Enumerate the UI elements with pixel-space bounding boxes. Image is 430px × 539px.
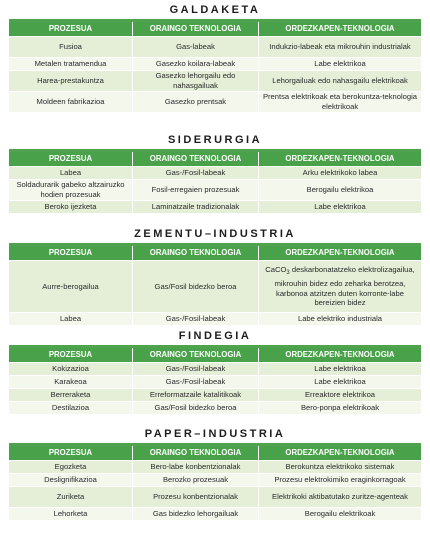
section-title: FINDEGIA bbox=[178, 330, 252, 342]
process-cell: Deslignifikazioa bbox=[9, 474, 133, 486]
process-cell: Karakeoa bbox=[9, 376, 133, 388]
replacement-tech-cell: Prentsa elektrikoak eta berokuntza-teknologia elektrikoak bbox=[259, 92, 421, 112]
replacement-tech-cell bbox=[259, 261, 421, 312]
formula-text: CaCO bbox=[265, 265, 287, 275]
table-row bbox=[9, 461, 421, 474]
table-row bbox=[9, 487, 421, 508]
current-tech-cell: Fosil-erregaien prozesuak bbox=[133, 180, 259, 200]
current-tech-cell: Gasezko koilara-labeak bbox=[133, 58, 259, 70]
column-header-process: PROZESUA bbox=[9, 348, 133, 362]
table-row bbox=[9, 37, 421, 58]
section-paper-industria bbox=[9, 426, 421, 521]
current-tech-cell: Gas-/Fosil-labeak bbox=[133, 167, 259, 179]
current-tech-cell: Gasezko lehorgailu edo nahasgailuak bbox=[133, 71, 259, 91]
column-header-process: PROZESUA bbox=[9, 246, 133, 260]
replacement-tech-cell: Bero-ponpa elektrikoak bbox=[259, 402, 421, 414]
current-tech-cell: Erreformatzaile katalitikoak bbox=[133, 389, 259, 401]
table-header-row bbox=[9, 152, 421, 167]
column-header-current-tech: ORAINGO TEKNOLOGIA bbox=[133, 22, 259, 36]
replacement-tech-cell: Prozesu elektrokimiko eraginkorragoak bbox=[259, 474, 421, 486]
process-cell: Berreraketa bbox=[9, 389, 133, 401]
current-tech-cell: Berozko prozesuak bbox=[133, 474, 259, 486]
process-cell: Beroko ijezketa bbox=[9, 201, 133, 213]
column-header-current-tech: ORAINGO TEKNOLOGIA bbox=[133, 246, 259, 260]
section-title: PAPER–INDUSTRIA bbox=[144, 428, 286, 440]
replacement-tech-cell: Labe elektrikoa bbox=[259, 58, 421, 70]
replacement-tech-cell: Erreaktore elektrikoa bbox=[259, 389, 421, 401]
replacement-tech-cell: Indukzio-labeak eta mikrouhin industrialak bbox=[259, 37, 421, 57]
replacement-tech-cell: Elektrikoki aktibatutako zuritze-agenteak bbox=[259, 487, 421, 507]
column-header-replacement-tech: ORDEZKAPEN-TEKNOLOGIA bbox=[259, 348, 421, 362]
column-header-replacement-tech: ORDEZKAPEN-TEKNOLOGIA bbox=[259, 446, 421, 460]
current-tech-cell: Gas-/Fosil-labeak bbox=[133, 313, 259, 325]
current-tech-cell: Gas-/Fosil-labeak bbox=[133, 376, 259, 388]
column-header-current-tech: ORAINGO TEKNOLOGIA bbox=[133, 348, 259, 362]
replacement-tech-cell: Labe elektrikoa bbox=[259, 201, 421, 213]
process-cell: Labea bbox=[9, 167, 133, 179]
replacement-tech-text: deskarbonatatzeko elektrolizagailua, mikrouhin bidez edo zeharka berotzea, karbonoa atzitzen duten korronte-labe bereizien bidez bbox=[274, 265, 415, 308]
table-row bbox=[9, 180, 421, 201]
table-row bbox=[9, 474, 421, 487]
section-galdaketa bbox=[9, 2, 421, 113]
column-header-replacement-tech: ORDEZKAPEN-TEKNOLOGIA bbox=[259, 22, 421, 36]
current-tech-cell: Gas-/Fosil-labeak bbox=[133, 363, 259, 375]
column-header-process: PROZESUA bbox=[9, 446, 133, 460]
table-row bbox=[9, 201, 421, 214]
current-tech-cell: Prozesu konbentzionalak bbox=[133, 487, 259, 507]
table-row bbox=[9, 389, 421, 402]
process-cell: Lehorketa bbox=[9, 508, 133, 520]
process-cell: Aurre-berogailua bbox=[9, 261, 133, 312]
table-row bbox=[9, 376, 421, 389]
section-findegia bbox=[9, 328, 421, 415]
replacement-tech-cell: Berogailu elektrikoa bbox=[259, 180, 421, 200]
process-cell: Destilazioa bbox=[9, 402, 133, 414]
process-cell: Kokizazioa bbox=[9, 363, 133, 375]
table-zementu-industria bbox=[9, 246, 421, 326]
replacement-tech-cell: Berokuntza elektrikoko sistemak bbox=[259, 461, 421, 473]
replacement-tech-cell: Berogailu elektrikoak bbox=[259, 508, 421, 520]
process-cell: Harea-prestakuntza bbox=[9, 71, 133, 91]
column-header-replacement-tech: ORDEZKAPEN-TEKNOLOGIA bbox=[259, 246, 421, 260]
table-row bbox=[9, 261, 421, 313]
table-header-row bbox=[9, 22, 421, 37]
table-row bbox=[9, 58, 421, 71]
process-cell: Soldadurarik gabeko altzairuzko hodien prozesuak bbox=[9, 180, 133, 200]
process-cell: Zuriketa bbox=[9, 487, 133, 507]
process-cell: Metalen tratamendua bbox=[9, 58, 133, 70]
section-title: GALDAKETA bbox=[169, 4, 261, 16]
current-tech-cell: Bero-labe konbentzionalak bbox=[133, 461, 259, 473]
table-row bbox=[9, 71, 421, 92]
table-header-row bbox=[9, 246, 421, 261]
table-row bbox=[9, 363, 421, 376]
process-cell: Moldeen fabrikazioa bbox=[9, 92, 133, 112]
table-galdaketa bbox=[9, 22, 421, 113]
table-row bbox=[9, 313, 421, 326]
table-row bbox=[9, 508, 421, 521]
table-paper-industria bbox=[9, 446, 421, 521]
column-header-replacement-tech: ORDEZKAPEN-TEKNOLOGIA bbox=[259, 152, 421, 166]
replacement-tech-cell: Lehorgailuak edo nahasgailu elektrikoak bbox=[259, 71, 421, 91]
column-header-process: PROZESUA bbox=[9, 22, 133, 36]
section-title: ZEMENTU–INDUSTRIA bbox=[134, 228, 296, 240]
table-header-row bbox=[9, 348, 421, 363]
current-tech-cell: Gas/Fosil bidezko beroa bbox=[133, 402, 259, 414]
replacement-tech-cell: Labe elektrikoa bbox=[259, 363, 421, 375]
current-tech-cell: Gas/Fosil bidezko beroa bbox=[133, 261, 259, 312]
column-header-process: PROZESUA bbox=[9, 152, 133, 166]
table-header-row bbox=[9, 446, 421, 461]
current-tech-cell: Gas bidezko lehorgailuak bbox=[133, 508, 259, 520]
section-title: SIDERURGIA bbox=[167, 134, 263, 146]
table-row bbox=[9, 402, 421, 415]
table-row bbox=[9, 167, 421, 180]
table-findegia bbox=[9, 348, 421, 415]
replacement-tech-cell: Labe elektrikoa bbox=[259, 376, 421, 388]
current-tech-cell: Gas-labeak bbox=[133, 37, 259, 57]
process-cell: Fusioa bbox=[9, 37, 133, 57]
process-cell: Egozketa bbox=[9, 461, 133, 473]
section-zementu-industria bbox=[9, 226, 421, 326]
formula-subscript: 3 bbox=[286, 270, 290, 277]
current-tech-cell: Gasezko prentsak bbox=[133, 92, 259, 112]
section-siderurgia bbox=[9, 132, 421, 214]
table-row bbox=[9, 92, 421, 113]
table-siderurgia bbox=[9, 152, 421, 214]
column-header-current-tech: ORAINGO TEKNOLOGIA bbox=[133, 446, 259, 460]
current-tech-cell: Laminatzaile tradizionalak bbox=[133, 201, 259, 213]
column-header-current-tech: ORAINGO TEKNOLOGIA bbox=[133, 152, 259, 166]
process-cell: Labea bbox=[9, 313, 133, 325]
replacement-tech-cell: Arku elektrikoko labea bbox=[259, 167, 421, 179]
replacement-tech-cell: Labe elektriko industriala bbox=[259, 313, 421, 325]
